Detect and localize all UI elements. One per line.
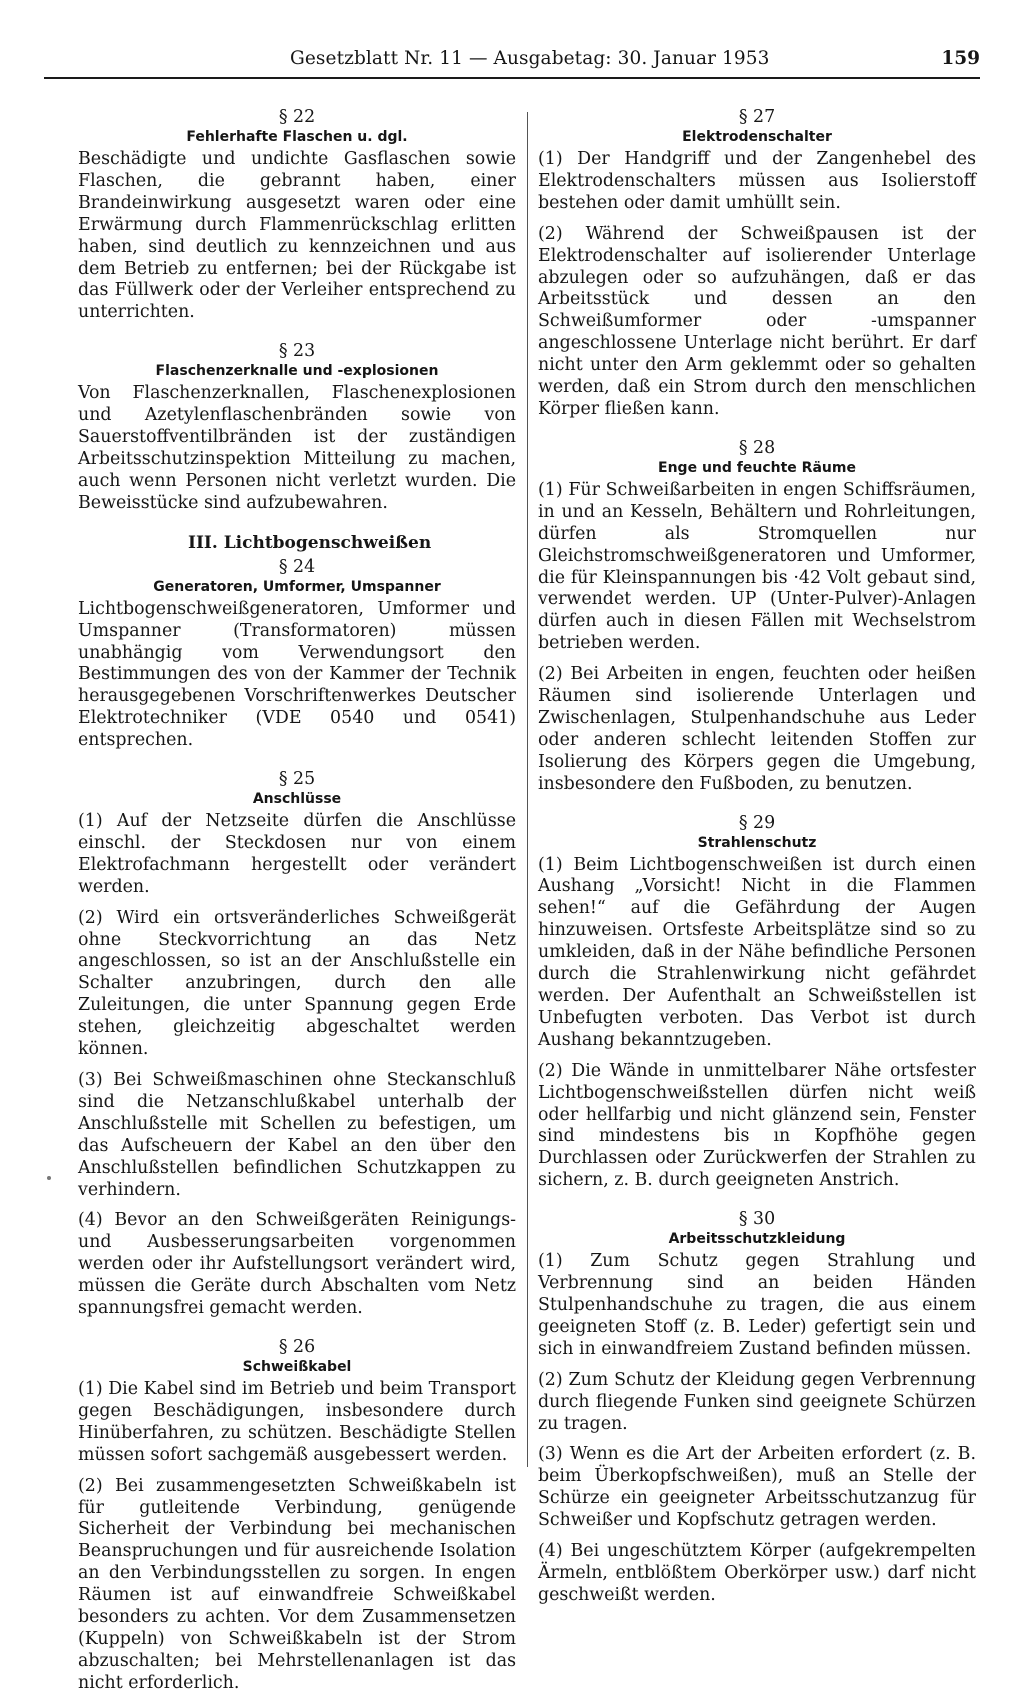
section-24-paragraph: Lichtbogenschweißgeneratoren, Umformer und Umspanner (Transformatoren) müssen unabhängig vom Verwendungsort den Bestimmungen des von der Kammer der Technik herausgegebenen Vorschriftenwerkes Deutscher Elektrotechniker (VDE 0540 und 0541) entsprechen. [78, 598, 516, 751]
section-number-28: § 28 [738, 437, 776, 458]
section-number-24: § 24 [278, 556, 316, 577]
section-22-paragraph: Beschädigte und undichte Gasflaschen sowie Flaschen, die gebrannt haben, einer Brandeinwirkung ausgesetzt waren oder eine Erwärmung durch Flammenrückschlag erlitten haben, sind deutlich zu kennzeichnen und aus dem Betrieb zu entfernen; bei der Rückgabe ist das Füllwerk oder der Verleiher entsprechend zu unterrichten. [78, 149, 516, 323]
section-number-27: § 27 [738, 107, 776, 127]
section-25-paragraph-3: (3) Bei Schweißmaschinen ohne Steckanschluß sind die Netzanschlußkabel unterhalb der Anschlußstelle mit Schellen zu befestigen, um das Aufscheuern der Kabel an den über den Anschlußstellen befindlichen Schutzkappen zu verhindern. [78, 1070, 516, 1200]
section-title-29: Strahlenschutz [697, 834, 817, 851]
section-23-paragraph: Von Flaschenzerknallen, Flaschenexplosionen und Azetylenflaschenbränden sowie von Sauerstoffventilbränden ist der zuständigen Arbeitsschutzinspektion Mitteilung zu machen, auch wenn Personen nicht verletzt wurden. Die Beweisstücke sind aufzubewahren. [78, 383, 516, 513]
section-30-paragraph-2: (2) Zum Schutz der Kleidung gegen Verbrennung durch fliegende Funken sind geeignete Schürzen zu tragen. [538, 1369, 976, 1434]
section-title-27: Elektrodenschalter [682, 129, 832, 145]
section-28-paragraph-2: (2) Bei Arbeiten in engen, feuchten oder heißen Räumen sind isolierende Unterlagen und Zwischenlagen, Stulpenhandschuhe aus Leder oder anderen schlecht leitenden Stoffen zur Isolierung des Körpers gegen die Umgebung, insbesondere den Fußboden, zu benutzen. [538, 664, 976, 794]
section-number-26: § 26 [278, 1336, 316, 1357]
page-number: 159 [941, 48, 980, 69]
right-column [538, 104, 976, 1607]
section-26-paragraph-1: (1) Die Kabel sind im Betrieb und beim Transport gegen Beschädigungen, insbesondere durch Hinüberfahren, zu schützen. Beschädigte Stellen müssen sofort sachgemäß ausgebessert werden. [78, 1378, 516, 1465]
section-27-paragraph-1: (1) Der Handgriff und der Zangenhebel des Elektrodenschalters müssen aus Isolierstoff bestehen oder damit umhüllt sein. [538, 149, 976, 213]
section-30-paragraph-1: (1) Zum Schutz gegen Strahlung und Verbrennung sind an beiden Händen Stulpenhandschuhe zu tragen, die aus einem geeigneten Stoff (z. B. Leder) gefertigt sein und sich in einwandfreiem Zustand befinden müssen. [538, 1251, 976, 1359]
column-divider [527, 112, 528, 1467]
left-column [78, 104, 516, 1695]
section-number-23: § 23 [278, 341, 316, 362]
section-25-paragraph-2: (2) Wird ein ortsveränderliches Schweißgerät ohne Steckvorrichtung an das Netz angeschlossen, so ist an der Anschlußstelle ein Schalter anzubringen, durch den alle Zuleitungen, die unter Spannung gegen Erde stehen, gleichzeitig abgeschaltet werden können. [78, 907, 516, 1060]
section-25-paragraph-4: (4) Bevor an den Schweißgeräten Reinigungs- und Ausbesserungsarbeiten vorgenommen werden oder ihr Aufstellungsort verändert wird, müssen die Geräte durch Abschalten vom Netz spannungsfrei gemacht werden. [78, 1210, 516, 1319]
part-heading: III. Lichtbogenschweißen [188, 532, 432, 553]
section-title-28: Enge und feuchte Räume [658, 459, 856, 476]
section-title-22: Fehlerhafte Flaschen u. dgl. [186, 129, 408, 145]
section-27-paragraph-2: (2) Während der Schweißpausen ist der Elektrodenschalter auf isolierender Unterlage abzulegen oder so aufzuhängen, daß er das Arbeitsstück und dessen an den Schweißumformer oder -umspanner angeschlossene Unterlage nicht berührt. Er darf nicht unter den Arm geklemmt oder so gehalten werden, daß ein Strom durch den menschlichen Körper fließen kann. [538, 223, 976, 419]
section-30-paragraph-3: (3) Wenn es die Art der Arbeiten erfordert (z. B. beim Überkopfschweißen), muß an Stelle der Schürze ein geeigneter Arbeitsschutzanzug für Schweißer und Kopfschutz getragen werden. [538, 1444, 976, 1531]
section-title-25: Anschlüsse [252, 791, 342, 808]
section-28-paragraph-1: (1) Für Schweißarbeiten in engen Schiffsräumen, in und an Kesseln, Behältern und Rohrleitungen, dürfen als Stromquellen nur Gleichstromschweißgeneratoren und Umformer, die für Kleinspannungen bis ·42 Volt gebaut sind, verwendet werden. UP (Unter-Pulver)-Anlagen dürfen auch in diesen Fällen mit Wechselstrom betrieben werden. [538, 479, 976, 654]
section-number-30: § 30 [738, 1209, 776, 1230]
section-29-paragraph-2: (2) Die Wände in unmittelbarer Nähe ortsfester Lichtbogenschweißstellen dürfen nicht weiß oder hellfarbig und nicht glänzend sein, Fenster sind mindestens bis ın Kopfhöhe gegen Durchlassen oder Zurückwerfen der Strahlen zu sichern, z. B. durch geeigneten Anstrich. [538, 1060, 976, 1191]
section-title-26: Schweißkabel [242, 1358, 352, 1375]
section-29-paragraph-1: (1) Beim Lichtbogenschweißen ist durch einen Aushang „Vorsicht! Nicht in die Flammen sehen!“ auf die Gefährdung der Augen hinzuweisen. Ortsfeste Arbeitsplätze sind so zu umkleiden, daß in der Nähe befindliche Personen durch die Strahlenwirkung nicht gefährdet werden. Der Aufenthalt an Schweißstellen ist Unbefugten verboten. Das Verbot ist durch Aushang bekanntzugeben. [538, 854, 976, 1050]
margin-speck [47, 1176, 51, 1180]
section-number-22: § 22 [278, 107, 316, 127]
section-26-paragraph-2: (2) Bei zusammengesetzten Schweißkabeln ist für gutleitende Verbindung, genügende Sicherheit der Verbindung bei mechanischen Beanspruchungen und für ausreichende Isolation an den Verbindungsstellen zu sorgen. In engen Räumen ist auf einwandfreie Schweißkabel besonders zu achten. Vor dem Zusammensetzen (Kuppeln) von Schweißkabeln ist der Strom abzuschalten; bei Mehrstellenanlagen ist das nicht erforderlich. [78, 1475, 516, 1693]
section-title-23: Flaschenzerknalle und -explosionen [155, 363, 439, 380]
page-header [290, 44, 980, 74]
section-title-30: Arbeitsschutzkleidung [668, 1231, 846, 1248]
section-number-25: § 25 [278, 769, 316, 790]
section-25-paragraph-1: (1) Auf der Netzseite dürfen die Anschlüsse einschl. der Steckdosen nur von einem Elektrofachmann hergestellt oder verändert werden. [78, 811, 516, 897]
header-rule [44, 77, 980, 79]
running-title: Gesetzblatt Nr. 11 — Ausgabetag: 30. Januar 1953 [290, 48, 770, 69]
section-number-29: § 29 [738, 812, 776, 833]
section-title-24: Generatoren, Umformer, Umspanner [153, 578, 441, 595]
section-30-paragraph-4: (4) Bei ungeschütztem Körper (aufgekrempelten Ärmeln, entblößtem Oberkörper usw.) darf nicht geschweißt werden. [538, 1541, 976, 1605]
